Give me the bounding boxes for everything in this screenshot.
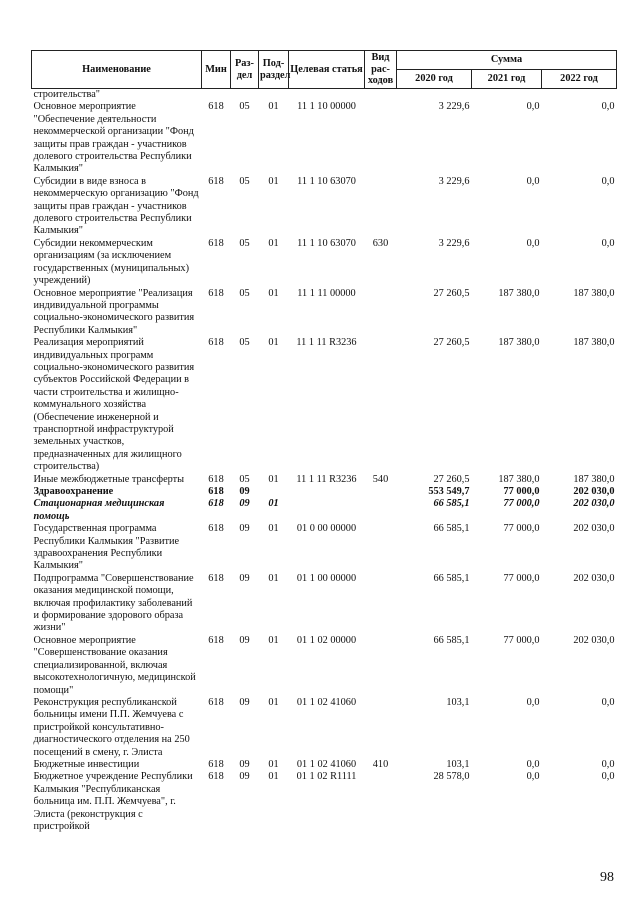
cell-name: Реконструкция республиканской больницы имени П.П. Жемчуева с пристройкой консультативно-диагностического отделения на 250 посещений в смену, г. Элиста	[33, 696, 190, 758]
cell-ministry: 618	[208, 175, 224, 187]
cell-sum-2020: 103,1	[446, 696, 470, 708]
cell-subsection: 01	[268, 175, 279, 187]
cell-subsection: 01	[268, 523, 279, 535]
cell-sum-2021: 0,0	[526, 771, 540, 783]
cell-sum-2022: 0,0	[601, 237, 615, 249]
cell-sum-2021: 187 380,0	[498, 337, 540, 349]
table-row	[32, 238, 617, 288]
cell-section: 05	[239, 101, 250, 113]
cell-sum-2022: 187 380,0	[573, 287, 615, 299]
cell-ministry: 618	[208, 523, 224, 535]
cell-sum-2020: 28 578,0	[433, 771, 470, 783]
cell-ministry: 618	[208, 634, 224, 646]
cell-sum-2021: 0,0	[526, 237, 540, 249]
cell-ministry: 618	[208, 473, 224, 485]
table-row	[32, 759, 617, 771]
cell-sum-2021: 187 380,0	[498, 473, 540, 485]
cell-expense-type: 540	[372, 473, 389, 485]
cell-target-article: 11 1 11 R3236	[296, 473, 357, 485]
cell-target-article: 11 1 11 00000	[297, 287, 356, 299]
table-row	[32, 771, 617, 833]
cell-ministry: 618	[208, 572, 224, 584]
cell-name: Основное мероприятие "Реализация индивидуальной программы социально-экономического развития Республики Калмыкия"	[33, 287, 195, 336]
cell-subsection: 01	[268, 758, 279, 770]
cell-target-article	[289, 486, 365, 498]
cell-sum-2021: 0,0	[526, 175, 540, 187]
cell-expense-type	[365, 337, 397, 473]
cell-expense-type	[365, 288, 397, 338]
header-min: Мин	[202, 51, 231, 89]
cell-expense-type	[365, 573, 397, 635]
cell-expense-type: 630	[372, 237, 389, 249]
cell-target-article: 11 1 10 00000	[297, 101, 356, 113]
cell-name: Государственная программа Республики Калмыкия "Развитие здравоохранения Республики Калмыкия"	[33, 523, 180, 572]
cell-sum-2022: 202 030,0	[573, 486, 615, 497]
cell-target-article: 01 1 02 41060	[296, 696, 357, 708]
cell-ministry: 618	[208, 287, 224, 299]
header-target-article: Целевая статья	[289, 51, 365, 89]
cell-target-article: 01 1 02 00000	[296, 634, 357, 646]
cell-subsection: 01	[268, 498, 279, 510]
cell-sum-2022: 0,0	[601, 758, 615, 770]
cell-sum-2020: 66 585,1	[433, 572, 470, 584]
cell-target-article: 11 1 10 63070	[297, 175, 356, 187]
cell-expense-type	[365, 101, 397, 175]
cell-target-article	[289, 498, 365, 523]
cell-sum-2021: 0,0	[526, 696, 540, 708]
cell-name: Иные межбюджетные трансферты	[33, 473, 185, 485]
cell-target-article: 01 1 02 41060	[296, 758, 357, 770]
cell-ministry: 618	[208, 498, 224, 510]
cell-sum-2020: 27 260,5	[433, 473, 470, 485]
cell-expense-type	[365, 498, 397, 523]
cell-sum-2020: 3 229,6	[438, 101, 470, 113]
cell-section: 09	[239, 523, 250, 535]
table-row	[32, 635, 617, 697]
cell-sum-2021: 77 000,0	[503, 634, 540, 646]
cell-expense-type	[365, 523, 397, 573]
cell-sum-2020: 66 585,1	[433, 634, 470, 646]
cell-name: Основное мероприятие "Совершенствование оказания специализированной, включая высокотехнологичную, медицинской помощи"	[33, 634, 196, 696]
cell-section: 05	[239, 287, 250, 299]
cell-sum-2020: 66 585,1	[433, 523, 470, 535]
cell-section: 09	[239, 486, 250, 497]
cell-subsection: 01	[268, 237, 279, 249]
header-razdel: Раз-дел	[231, 51, 259, 89]
cell-subsection: 01	[268, 771, 279, 783]
cell-expense-type	[365, 635, 397, 697]
table-row	[32, 101, 617, 175]
cell-name: Бюджетное учреждение Республики Калмыкия "Республиканская больница им. П.П. Жемчуева", г. Элиста (реконструкция с пристройкой	[33, 771, 193, 832]
cell-sum-2021: 0,0	[526, 758, 540, 770]
header-expense-type: Вид рас-ходов	[365, 51, 397, 89]
cell-sum-2020: 3 229,6	[438, 175, 470, 187]
cell-name: Реализация мероприятий индивидуальных программ социально-экономического развития субъектов Российской Федерации в части строительства и жилищно-коммунального хозяйства (Обеспечение инженерной и транспортной инфраструктурой земельных участков, предназначенных для жилищного строительства)	[33, 337, 195, 473]
cell-expense-type: 410	[372, 758, 389, 770]
cell-subsection	[259, 486, 289, 498]
cell-section: 09	[239, 572, 250, 584]
cell-sum-2020: 27 260,5	[433, 287, 470, 299]
cell-subsection: 01	[268, 473, 279, 485]
cell-section: 05	[239, 473, 250, 485]
header-name: Наименование	[32, 51, 202, 89]
cell-target-article: 01 0 00 00000	[296, 523, 357, 535]
cell-target-article: 01 1 00 00000	[296, 572, 357, 584]
cell-sum-2021: 77 000,0	[503, 498, 540, 510]
table-row	[32, 288, 617, 338]
cell-subsection: 01	[268, 696, 279, 708]
header-sum: Сумма	[397, 51, 617, 70]
cell-section: 09	[239, 498, 250, 510]
cell-sum-2021: 77 000,0	[503, 572, 540, 584]
table-body	[32, 89, 617, 834]
cell-section: 05	[239, 175, 250, 187]
page-number: 98	[600, 870, 614, 885]
cell-sum-2022: 0,0	[601, 771, 615, 783]
cell-ministry: 618	[208, 771, 224, 783]
cell-sum-2021: 0,0	[526, 101, 540, 113]
cell-name: Бюджетные инвестиции	[33, 758, 140, 770]
cell-sum-2022: 202 030,0	[573, 572, 615, 584]
cell-name: Стационарная медицинская помощь	[33, 498, 165, 522]
header-podrazdel: Под-раздел	[259, 51, 289, 89]
cell-subsection: 01	[268, 287, 279, 299]
cell-sum-2020: 66 585,1	[433, 498, 470, 510]
cell-sum-2021: 77 000,0	[503, 523, 540, 535]
cell-expense-type	[365, 697, 397, 759]
cell-target-article: 11 1 10 63070	[297, 237, 356, 249]
budget-table	[31, 50, 617, 833]
cell-sum-2020: 27 260,5	[433, 337, 470, 349]
cell-name: Подпрограмма "Совершенствование оказания медицинской помощи, включая профилактику заболеваний и формирование здорового образа жизни"	[33, 572, 194, 634]
table-row	[32, 498, 617, 523]
cell-expense-type	[365, 486, 397, 498]
cell-section: 09	[239, 771, 250, 783]
cell-name: Здравоохранение	[33, 486, 114, 497]
cell-subsection: 01	[268, 337, 279, 349]
table-row	[32, 697, 617, 759]
cell-expense-type	[365, 771, 397, 833]
cell-target-article: 11 1 11 R3236	[296, 337, 357, 349]
budget-sheet	[31, 50, 616, 833]
cell-subsection: 01	[268, 572, 279, 584]
cell-sum-2020: 553 549,7	[428, 486, 470, 497]
header-year-2020: 2020 год	[397, 70, 472, 89]
cell-section: 05	[239, 337, 250, 349]
cell-ministry: 618	[208, 337, 224, 349]
cell-expense-type	[365, 176, 397, 238]
cell-sum-2020: 3 229,6	[438, 237, 470, 249]
cell-ministry: 618	[208, 758, 224, 770]
table-row	[32, 474, 617, 486]
cell-name: Субсидии в виде взноса в некоммерческую организацию "Фонд защиты прав граждан - участников долевого строительства Республики Калмыкия"	[33, 175, 199, 237]
cell-name: Субсидии некоммерческим организациям (за исключением государственных (муниципальных) учреждений)	[33, 237, 190, 287]
cell-section: 09	[239, 758, 250, 770]
cell-ministry: 618	[208, 237, 224, 249]
cell-sum-2021: 187 380,0	[498, 287, 540, 299]
header-year-2022: 2022 год	[542, 70, 617, 89]
cell-sum-2022: 0,0	[601, 696, 615, 708]
cell-name: Основное мероприятие "Обеспечение деятельности некоммерческой организации "Фонд защиты прав граждан - участников долевого строительства Республики Калмыкия"	[33, 101, 194, 175]
cell-target-article: 01 1 02 R1111	[296, 771, 357, 783]
cell-sum-2022: 202 030,0	[573, 634, 615, 646]
header-year-2021: 2021 год	[472, 70, 542, 89]
table-row	[32, 176, 617, 238]
cell-subsection: 01	[268, 101, 279, 113]
cell-section: 09	[239, 634, 250, 646]
cell-sum-2022: 202 030,0	[573, 523, 615, 535]
cell-ministry: 618	[208, 696, 224, 708]
cell-ministry: 618	[208, 486, 224, 497]
cell-sum-2022: 0,0	[601, 101, 615, 113]
table-row	[32, 337, 617, 473]
cell-ministry: 618	[208, 101, 224, 113]
cell-sum-2020: 103,1	[446, 758, 470, 770]
table-row	[32, 486, 617, 498]
continuation-text: строительства"	[33, 89, 100, 100]
cell-subsection: 01	[268, 634, 279, 646]
cell-sum-2022: 187 380,0	[573, 473, 615, 485]
cell-section: 05	[239, 237, 250, 249]
cell-section: 09	[239, 696, 250, 708]
table-row	[32, 523, 617, 573]
table-row	[32, 573, 617, 635]
cell-sum-2022: 187 380,0	[573, 337, 615, 349]
cell-sum-2021: 77 000,0	[503, 486, 540, 497]
cell-sum-2022: 202 030,0	[573, 498, 615, 510]
cell-sum-2022: 0,0	[601, 175, 615, 187]
